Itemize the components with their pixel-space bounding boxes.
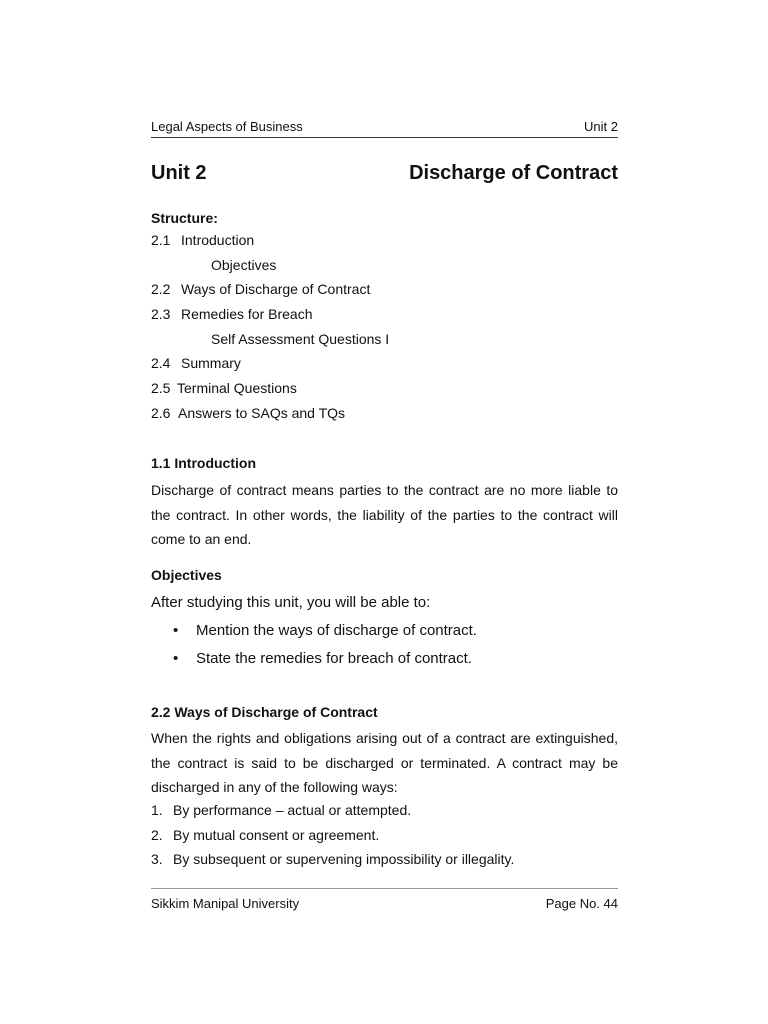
list-item-text: By mutual consent or agreement. bbox=[173, 826, 380, 843]
ways-numbered-list bbox=[151, 798, 618, 872]
objectives-bullet-list bbox=[151, 617, 618, 673]
ways-heading: 2.2 Ways of Discharge of Contract bbox=[151, 704, 378, 720]
intro-paragraph: Discharge of contract means parties to the contract are no more liable to the contract. In other words, the liability of the parties to the contract will come to an end. bbox=[151, 482, 618, 547]
bullet-icon: • bbox=[173, 650, 179, 667]
structure-item bbox=[151, 253, 618, 278]
list-item bbox=[151, 798, 618, 823]
unit-title-text: Discharge of Contract bbox=[409, 162, 618, 184]
unit-heading bbox=[151, 162, 618, 185]
structure-item bbox=[151, 277, 618, 302]
structure-item-number: 2.4 bbox=[151, 355, 171, 372]
list-item bbox=[151, 847, 618, 872]
header-unit-label: Unit 2 bbox=[584, 119, 618, 134]
structure-item-text: Self Assessment Questions I bbox=[211, 330, 390, 347]
unit-number: Unit 2 bbox=[151, 162, 207, 184]
structure-item-number bbox=[181, 327, 211, 352]
bullet-item bbox=[151, 645, 618, 673]
structure-item-number: 2.6 bbox=[151, 404, 171, 421]
list-item-number: 3. bbox=[151, 851, 163, 868]
structure-item bbox=[151, 401, 618, 426]
page-footer bbox=[151, 888, 618, 911]
header-book-title: Legal Aspects of Business bbox=[151, 119, 303, 134]
running-header bbox=[151, 116, 618, 138]
ways-paragraph: When the rights and obligations arising out of a contract are extinguished, the contract is said to be discharged or terminated. A contract may be discharged in any of the following ways: bbox=[151, 730, 618, 795]
objectives-heading: Objectives bbox=[151, 567, 222, 583]
structure-item bbox=[151, 228, 618, 253]
bullet-item bbox=[151, 617, 618, 645]
structure-item-text: Ways of Discharge of Contract bbox=[181, 281, 371, 298]
structure-item-number: 2.1 bbox=[151, 232, 171, 248]
objectives-lead: After studying this unit, you will be able to: bbox=[151, 594, 431, 611]
list-item-text: By subsequent or supervening impossibility or illegality. bbox=[173, 851, 515, 868]
intro-heading: 1.1 Introduction bbox=[151, 455, 256, 471]
footer-university: Sikkim Manipal University bbox=[151, 896, 300, 911]
structure-item bbox=[151, 302, 618, 327]
bullet-icon: • bbox=[173, 622, 179, 639]
structure-item-text: Remedies for Breach bbox=[181, 306, 313, 323]
structure-item-text: Answers to SAQs and TQs bbox=[178, 404, 346, 421]
structure-label: Structure: bbox=[151, 210, 218, 226]
structure-item-text: Summary bbox=[181, 355, 241, 372]
structure-item-text: Terminal Questions bbox=[177, 380, 297, 397]
structure-item-number: 2.2 bbox=[151, 281, 171, 298]
structure-item-number bbox=[181, 253, 211, 278]
bullet-text: Mention the ways of discharge of contract. bbox=[196, 622, 477, 639]
list-item-text: By performance – actual or attempted. bbox=[173, 802, 412, 818]
structure-item-text: Introduction bbox=[181, 232, 255, 248]
structure-list bbox=[151, 208, 618, 426]
structure-item bbox=[151, 376, 618, 401]
footer-page-number: Page No. 44 bbox=[545, 896, 618, 911]
structure-item-number: 2.3 bbox=[151, 306, 171, 323]
structure-item-text: Objectives bbox=[211, 256, 277, 273]
list-item bbox=[151, 823, 618, 848]
structure-item bbox=[151, 351, 618, 376]
bullet-text: State the remedies for breach of contract. bbox=[196, 650, 472, 667]
list-item-number: 1. bbox=[151, 802, 163, 818]
structure-item bbox=[151, 327, 618, 352]
list-item-number: 2. bbox=[151, 826, 163, 843]
structure-item-number: 2.5 bbox=[151, 380, 171, 397]
